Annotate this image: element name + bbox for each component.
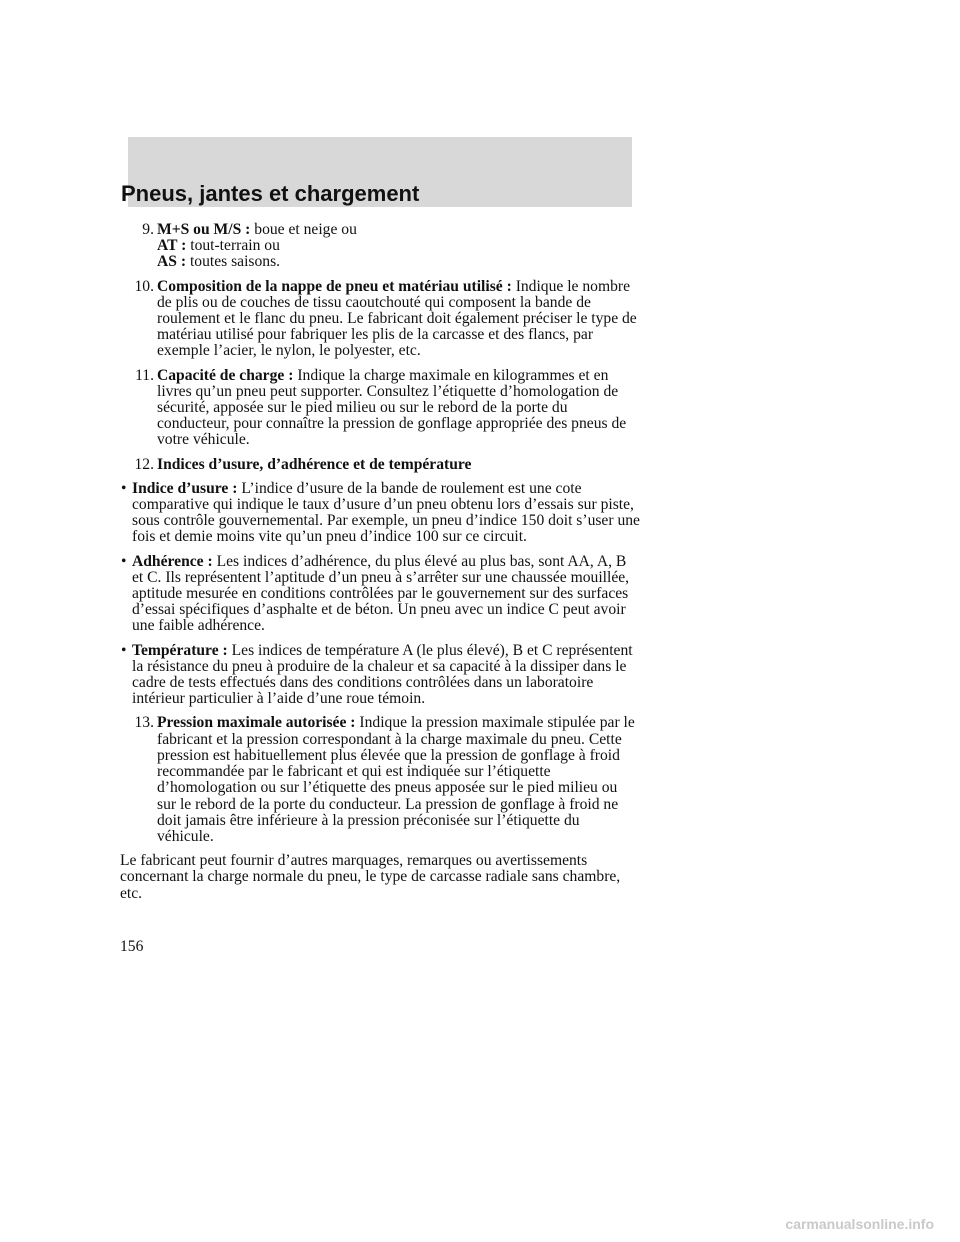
term-line [157, 238, 640, 254]
item-number: 12. [134, 455, 154, 473]
bullet-text: Les indices de température A (le plus élevé), B et C représentent la résistance du pneu à produire de la chaleur et sa capacité à la dissiper dans le cadre de tests effectués dans des conditions contrôlées dans un laboratoire intérieur particulier à l’aide d’une roue témoin. [132, 641, 633, 708]
item-text: Indique la pression maximale stipulée par le fabricant et la pression correspondant à la charge maximale du pneu. Cette pression est habituellement plus élevée que la pression de gonflage à froid recommandée par le fabricant et qui est indiquée sur l’étiquette d’homologation ou sur l’étiquette des pneus apposée sur le pied milieu ou sur le rebord de la porte du conducteur. La pression de gonflage à froid ne doit jamais être inférieure à la pression préconisée sur l’étiquette du véhicule. [157, 714, 635, 845]
term-text: boue et neige ou [254, 221, 357, 238]
bullet-traction [120, 554, 640, 635]
bullet-label: Température : [132, 641, 228, 659]
bullet-label: Adhérence : [132, 552, 213, 570]
term-label: AS : [157, 253, 187, 271]
manual-body [120, 222, 640, 910]
term-line [157, 222, 640, 238]
item-text: Indique la charge maximale en kilogrammes et en livres qu’un pneu peut supporter. Consultez l’étiquette d’homologation de sécurité, apposée sur le pied milieu ou sur le rebord de la porte du conducteur, pour connaître la pression de gonflage appropriée des pneus de votre véhicule. [157, 366, 627, 449]
item-content [157, 715, 640, 845]
item-number: 9. [142, 221, 154, 238]
term-line [157, 254, 640, 270]
item-content [157, 222, 640, 271]
bullet-content [132, 481, 640, 546]
item-content [157, 457, 640, 473]
closing-paragraph: Le fabricant peut fournir d’autres marquages, remarques ou avertissements concernant la charge normale du pneu, le type de carcasse radiale sans chambre, etc. [120, 852, 621, 902]
list-item-11 [120, 368, 640, 449]
bullet-temperature [120, 643, 640, 708]
item-content [157, 279, 640, 360]
item-number: 11. [135, 366, 154, 384]
term-label: M+S ou M/S : [157, 221, 251, 238]
item-label: Composition de la nappe de pneu et matériau utilisé : [157, 277, 512, 295]
watermark-link[interactable]: carmanualsonline.info [785, 1216, 934, 1232]
bullet-symbol: • [121, 479, 127, 497]
item-label: Pression maximale autorisée : [157, 714, 356, 732]
item-label: Indices d’usure, d’adhérence et de température [157, 455, 472, 473]
section-title: Pneus, jantes et chargement [121, 181, 420, 206]
item-number: 13. [134, 714, 154, 732]
item-number: 10. [134, 277, 154, 295]
bullet-symbol: • [121, 641, 127, 659]
page-number: 156 [120, 938, 144, 955]
list-item-9 [120, 222, 640, 271]
item-content [157, 368, 640, 449]
list-item-13 [120, 715, 640, 845]
bullet-content [132, 554, 640, 635]
list-item-10 [120, 279, 640, 360]
item-label: Capacité de charge : [157, 366, 294, 384]
term-text: tout-terrain ou [190, 237, 280, 255]
bullet-content [132, 643, 640, 708]
item-text: Indique le nombre de plis ou de couches de tissu caoutchouté qui composent la bande de roulement et le flanc du pneu. Le fabricant doit également préciser le type de matériau utilisé pour fabriquer les plis de la carcasse et des flancs, par exemple l’acier, le nylon, le polyester, etc. [157, 277, 637, 360]
term-text: toutes saisons. [189, 253, 281, 271]
list-item-12 [120, 457, 640, 473]
bullet-text: Les indices d’adhérence, du plus élevé au plus bas, sont AA, A, B et C. Ils représentent l’aptitude d’un pneu à s’arrêter sur une chaussée mouillée, aptitude mesurée en conditions contrôlées par le gouvernement sur des surfaces d’essai spécifiques d’asphalte et de béton. Un pneu avec un indice C peut avoir une faible adhérence. [132, 552, 630, 635]
bullet-symbol: • [121, 552, 127, 570]
term-label: AT : [157, 237, 187, 255]
bullet-label: Indice d’usure : [132, 479, 238, 497]
bullet-text: L’indice d’usure de la bande de roulement est une cote comparative qui indique le taux d’usure d’un pneu obtenu lors d’essais sur piste, sous contrôle gouvernemental. Par exemple, un pneu d’indice 150 doit s’user une fois et demie moins vite qu’un pneu d’indice 100 sur ce circuit. [132, 479, 640, 546]
bullet-treadwear [120, 481, 640, 546]
